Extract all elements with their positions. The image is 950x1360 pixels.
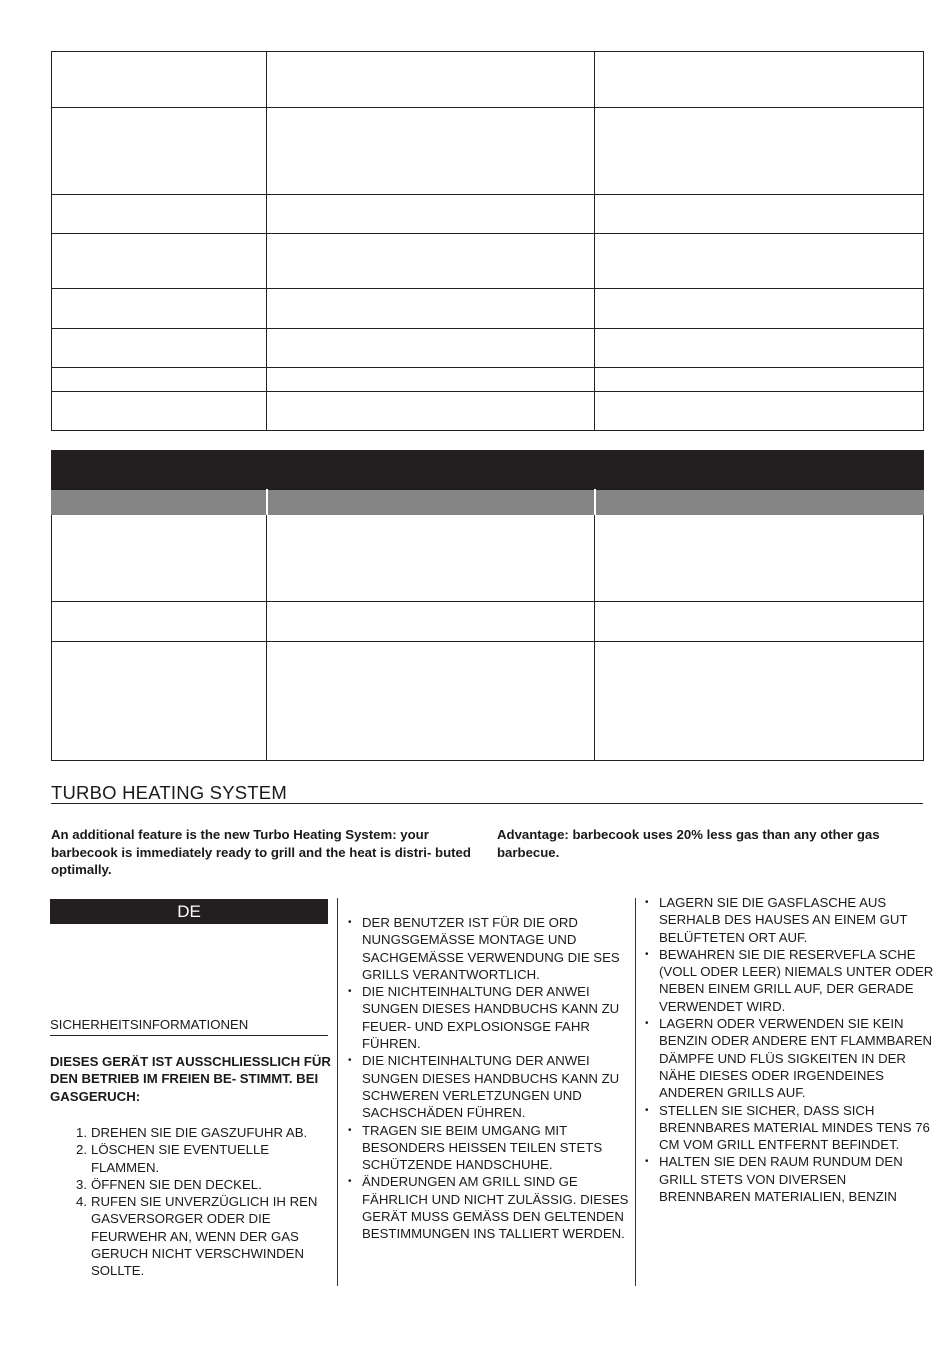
turbo-description: An additional feature is the new Turbo Heating System: your barbecook is immediately ready to grill and the heat is distri- buted optimally.: [51, 827, 471, 877]
step-number: 1.: [76, 1125, 87, 1140]
table-cell: [267, 195, 595, 234]
list-item: • LAGERN ODER VERWENDEN SIE KEIN BENZIN ODER ANDERE ENT FLAMMBAREN DÄMPFE UND FLÜS SIGKEITEN IN DER NÄHE DIESES ODER IRGENDEINES ANDEREN GRILLS AUF.: [645, 1015, 935, 1101]
list-item: • DIE NICHTEINHALTUNG DER ANWEI SUNGEN DIESES HANDBUCHS KANN ZU SCHWEREN VERLETZUNGEN UND SACHSCHÄDEN FÜHREN.: [348, 1052, 632, 1121]
safety-heading: SICHERHEITSINFORMATIONEN: [50, 1017, 249, 1032]
table-cell: [52, 642, 267, 761]
table-cell: [267, 329, 595, 368]
list-item: • DER BENUTZER IST FÜR DIE ORD NUNGSGEMÄSSE MONTAGE UND SACHGEMÄSSE VERWENDUNG DIE SES GRILLS VERANTWORTLICH.: [348, 914, 632, 983]
list-item: [50, 1141, 332, 1176]
list-item: • ÄNDERUNGEN AM GRILL SIND GE FÄHRLICH UND NICHT ZULÄSSIG. DIESES GERÄT MUSS GEMÄSS DEN GELTENDEN BESTIMMUNGEN INS TALLIERT WERDEN.: [348, 1173, 632, 1242]
table-title-bar: [52, 451, 924, 490]
step-number: 4.: [76, 1194, 87, 1210]
table-header-cell: [52, 490, 267, 515]
table-cell: [595, 392, 924, 431]
step-text: LÖSCHEN SIE EVENTUELLE FLAMMEN.: [91, 1142, 270, 1175]
turbo-advantage: Advantage: barbecook uses 20% less gas than any other gas barbecue.: [497, 827, 880, 860]
column-divider: [635, 898, 636, 1286]
table-cell: [267, 52, 595, 108]
table-cell: [52, 108, 267, 195]
table-cell: [267, 602, 595, 642]
table-cell: [595, 329, 924, 368]
table-header-cell: [267, 490, 595, 515]
table-cell: [52, 289, 267, 329]
list-item: [50, 1176, 332, 1193]
table-cell: [52, 234, 267, 289]
table-cell: [267, 515, 595, 602]
list-item: [50, 1193, 332, 1279]
table-cell: [267, 642, 595, 761]
table-cell: [595, 195, 924, 234]
table-cell: [52, 368, 267, 392]
list-item: • STELLEN SIE SICHER, DASS SICH BRENNBARES MATERIAL MINDES TENS 76 CM VOM GRILL ENTFERNT BEFINDET.: [645, 1102, 935, 1154]
list-item: • HALTEN SIE DEN RAUM RUNDUM DEN GRILL STETS VON DIVERSEN BRENNBAREN MATERIALIEN, BENZIN: [645, 1153, 935, 1205]
table-header-cell: [595, 490, 924, 515]
step-number: 2.: [76, 1142, 87, 1158]
table-row: [52, 234, 924, 289]
emergency-steps: [50, 1124, 332, 1280]
table-cell: [267, 392, 595, 431]
language-badge: DE: [50, 899, 328, 924]
section-divider: [51, 803, 923, 804]
table-row: [52, 368, 924, 392]
table-row: [52, 392, 924, 431]
safety-list-column-2: [348, 914, 632, 1243]
step-text: ÖFFNEN SIE DEN DECKEL.: [91, 1176, 262, 1192]
list-item: • DIE NICHTEINHALTUNG DER ANWEI SUNGEN DIESES HANDBUCHS KANN ZU FEUER- UND EXPLOSIONSGE FAHR FÜHREN.: [348, 983, 632, 1052]
table-cell: [595, 642, 924, 761]
table-cell: [595, 368, 924, 392]
table-cell: [595, 52, 924, 108]
table-cell: [595, 515, 924, 602]
list-item: • LAGERN SIE DIE GASFLASCHE AUS SERHALB DES HAUSES AN EINEM GUT BELÜFTETEN ORT AUF.: [645, 894, 935, 946]
safety-list-column-3: [645, 894, 935, 1205]
table-cell: [267, 108, 595, 195]
table-cell: [52, 392, 267, 431]
table-cell: [595, 602, 924, 642]
section-title: TURBO HEATING SYSTEM: [51, 782, 287, 803]
bottom-table: [51, 450, 924, 761]
table-cell: [267, 289, 595, 329]
table-row: [52, 642, 924, 761]
table-cell: [267, 234, 595, 289]
table-header-row: [52, 490, 924, 515]
table-row: [52, 52, 924, 108]
table-cell: [52, 329, 267, 368]
table-row: [52, 289, 924, 329]
table-row: [52, 515, 924, 602]
table-title: [52, 451, 924, 490]
heading-divider: [50, 1035, 328, 1036]
table-row: [52, 602, 924, 642]
table-cell: [52, 52, 267, 108]
table-row: [52, 195, 924, 234]
table-row: [52, 108, 924, 195]
table-cell: [52, 195, 267, 234]
column-divider: [337, 898, 338, 1286]
table-cell: [267, 368, 595, 392]
safety-warning: DIESES GERÄT IST AUSSCHLIESSLICH FÜR DEN BETRIEB IM FREIEN BE- STIMMT. BEI GASGERUCH:: [50, 1054, 331, 1104]
step-text: RUFEN SIE UNVERZÜGLICH IH REN GASVERSORGER ODER DIE FEURWEHR AN, WENN DER GAS GERUCH NICHT VERSCHWINDEN SOLLTE.: [91, 1194, 318, 1279]
step-text: DREHEN SIE DIE GASZUFUHR AB.: [91, 1125, 308, 1140]
table-cell: [595, 234, 924, 289]
table-cell: [595, 108, 924, 195]
table-row: [52, 329, 924, 368]
table-cell: [52, 602, 267, 642]
list-item: [50, 1124, 332, 1141]
step-number: 3.: [76, 1176, 87, 1192]
list-item: • BEWAHREN SIE DIE RESERVEFLA SCHE (VOLL ODER LEER) NIEMALS UNTER ODER NEBEN EINEM GRILL AUF, DER GERADE VERWENDET WIRD.: [645, 946, 935, 1015]
table-cell: [52, 515, 267, 602]
top-table: [51, 51, 924, 431]
table-cell: [595, 289, 924, 329]
list-item: • TRAGEN SIE BEIM UMGANG MIT BESONDERS HEISSEN TEILEN STETS SCHÜTZENDE HANDSCHUHE.: [348, 1122, 632, 1174]
